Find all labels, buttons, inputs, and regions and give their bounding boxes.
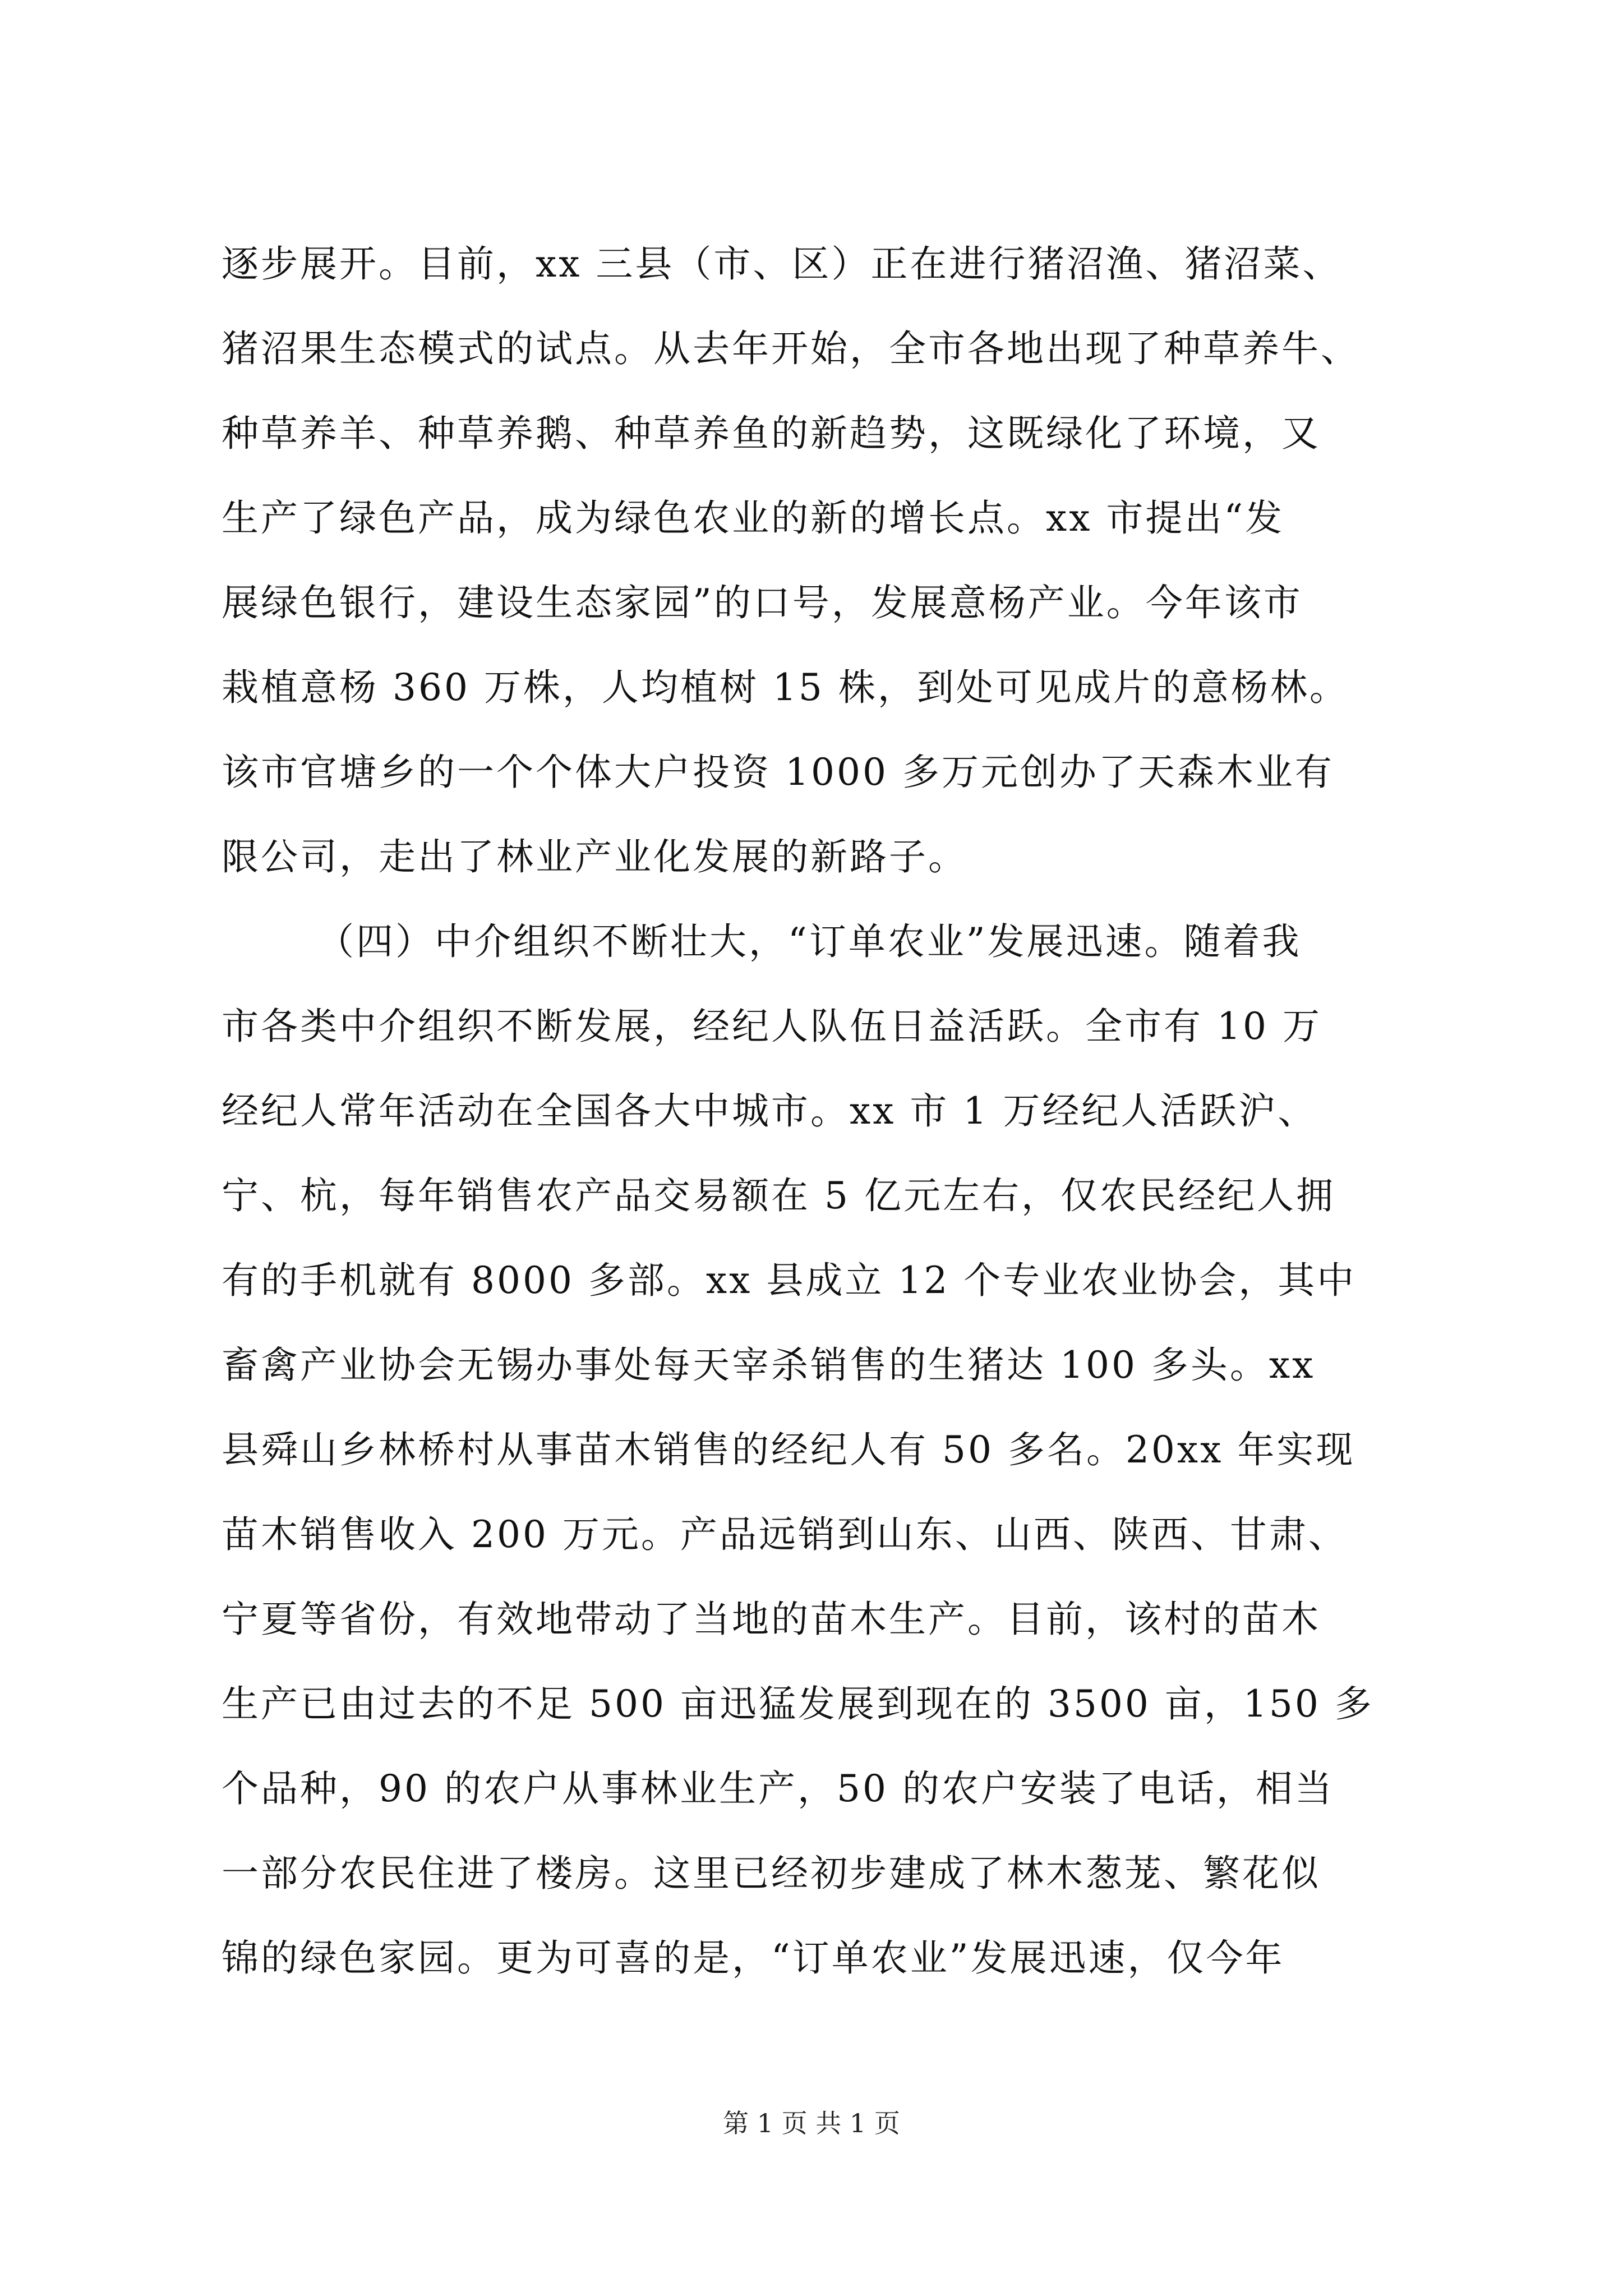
text-line: 一部分农民住进了楼房。这里已经初步建成了林木葱茏、繁花似 bbox=[222, 1852, 1321, 1895]
text-line: 种草养羊、种草养鹅、种草养鱼的新趋势，这既绿化了环境，又 bbox=[222, 412, 1321, 455]
text-line: 有的手机就有 8000 多部。xx 县成立 12 个专业农业协会，其中 bbox=[222, 1259, 1357, 1302]
page-number-footer: 第 1 页 共 1 页 bbox=[723, 2108, 900, 2138]
text-line: 宁夏等省份，有效地带动了当地的苗木生产。目前，该村的苗木 bbox=[222, 1598, 1321, 1641]
text-line: 畜禽产业协会无锡办事处每天宰杀销售的生猪达 100 多头。xx bbox=[222, 1343, 1316, 1387]
text-line: 展绿色银行，建设生态家园”的口号，发展意杨产业。今年该市 bbox=[222, 581, 1303, 624]
text-line: 生产已由过去的不足 500 亩迅猛发展到现在的 3500 亩，150 多 bbox=[222, 1682, 1374, 1726]
text-line: 市各类中介组织不断发展，经纪人队伍日益活跃。全市有 10 万 bbox=[222, 1005, 1322, 1048]
text-line: 宁、杭，每年销售农产品交易额在 5 亿元左右，仅农民经纪人拥 bbox=[222, 1174, 1335, 1217]
section-heading-line: （四）中介组织不断壮大，“订单农业”发展迅速。随着我 bbox=[317, 920, 1302, 963]
text-line: 个品种，90 的农户从事林业生产，50 的农户安装了电话，相当 bbox=[222, 1767, 1334, 1810]
text-line: 该市官塘乡的一个个体大户投资 1000 多万元创办了天森木业有 bbox=[222, 751, 1334, 794]
text-line: 栽植意杨 360 万株，人均植树 15 株，到处可见成片的意杨林。 bbox=[222, 666, 1349, 709]
document-body bbox=[222, 222, 1410, 2000]
text-line: 经纪人常年活动在全国各大中城市。xx 市 1 万经纪人活跃沪、 bbox=[222, 1089, 1317, 1133]
text-line: 逐步展开。目前，xx 三县（市、区）正在进行猪沼渔、猪沼菜、 bbox=[222, 242, 1342, 286]
text-line: 锦的绿色家园。更为可喜的是，“订单农业”发展迅速，仅今年 bbox=[222, 1936, 1285, 1980]
text-line: 县舜山乡林桥村从事苗木销售的经纪人有 50 多名。20xx 年实现 bbox=[222, 1428, 1355, 1471]
text-line: 猪沼果生态模式的试点。从去年开始，全市各地出现了种草养牛、 bbox=[222, 327, 1360, 370]
text-line: 限公司，走出了林业产业化发展的新路子。 bbox=[222, 835, 967, 878]
text-line: 苗木销售收入 200 万元。产品远销到山东、山西、陕西、甘肃、 bbox=[222, 1513, 1348, 1556]
text-line: 生产了绿色产品，成为绿色农业的新的增长点。xx 市提出“发 bbox=[222, 496, 1285, 540]
